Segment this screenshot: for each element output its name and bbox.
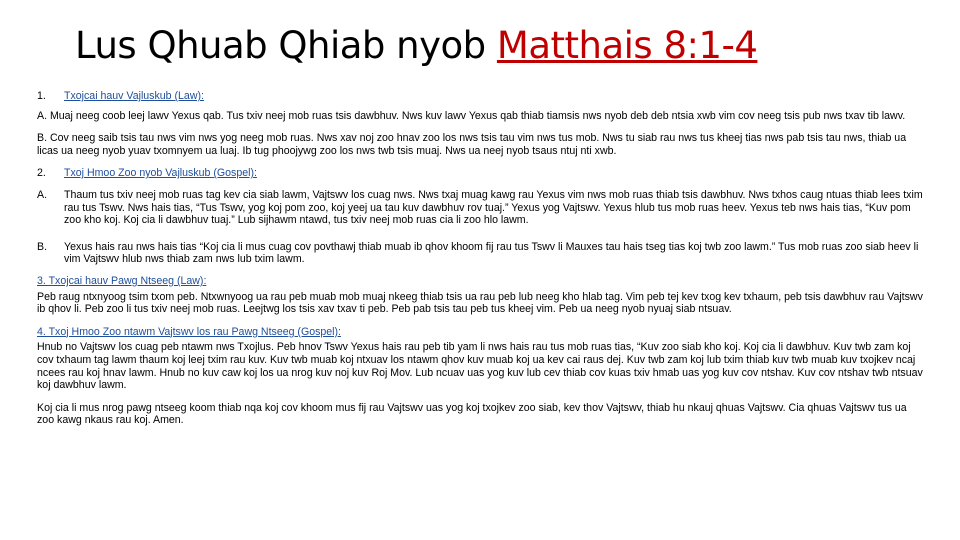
- section-2-heading: Txoj Hmoo Zoo nyob Vajluskub (Gospel):: [64, 167, 257, 180]
- title-scripture-reference: Matthais 8:1-4: [496, 24, 758, 67]
- title-prefix: Lus Qhuab Qhiab nyob: [75, 24, 486, 67]
- section-1-point-a: A. Muaj neeg coob leej lawv Yexus qab. Tus txiv neej mob ruas tsis dawbhuv. Nws kuv lawv Yexus qab thiab tiamsis nws nyob deb deb ntsia xwb vim cov neeg tsis pub nws txav tib lawv.: [37, 109, 906, 122]
- section-2-point-a: [37, 189, 923, 227]
- closing-paragraph: Koj cia li mus nrog pawg ntseeg koom thiab nqa koj cov khoom mus fij rau Vajtswv uas yog koj txojkev zoo siab, kev thov Vajtswv, thiab hu nkauj qhuas Vajtswv. Cia qhuas Vajtswv tus ua zoo kawg nkaus rau koj. Amen.: [37, 401, 907, 427]
- section-4-heading: 4. Txoj Hmoo Zoo ntawm Vajtswv los rau Pawg Ntseeg (Gospel):: [37, 325, 342, 338]
- section-1-point-b: B. Cov neeg saib tsis tau nws vim nws yog neeg mob ruas. Nws xav noj zoo hnav zoo los nws tsis tau vim nws tus mob. Nws tu siab rau nws tus kheej tias nws pab tsis tau nws, thiab ua licas ua neeg nyob yuav txomnyem ua luaj. Ib tug phoojywg zoo los nws twb tsis muaj. Nws ua neej nyob tsaus ntuj nti xwb.: [37, 132, 907, 157]
- section-4-text: Hnub no Vajtswv los cuag peb ntawm nws Txojlus. Peb hnov Tswv Yexus hais rau peb tib yam li nws hais rau tus mob ruas tias, “Kuv zoo siab kho koj. Koj cia li dawbhuv. Kuv twb zam koj cov txhaum tag lawm thaum koj leej txim rau kuv. Kuv twb muab koj ntxuav los ntawm qhov kuv muab koj ua kev cai raus dej. Kuv twb zam koj lub txim thiab kuv twb muab kuv txojkev ncaj ncees rau koj hnav lawm. Hnub no kuv caw koj los ua nrog kuv noj kuv Roj Mov. Lub ncuav uas yog kuv lub cev thiab cov kuas txiv hmab uas yog kuv cov ntshav. Kuv cov ntshav twb ntsuav koj dawbhuv lawm.: [37, 341, 923, 392]
- section-2-heading-row: [37, 167, 923, 180]
- section-1-heading: Txojcai hauv Vajluskub (Law):: [64, 90, 204, 102]
- section-2-point-a-text: Thaum tus txiv neej mob ruas tag kev cia siab lawm, Vajtswv los cuag nws. Nws txaj muag kawg rau Yexus vim nws mob ruas thiab tsis dawbhuv. Nws txhos caug ntuas thiab lees txim rau tus Tswv. Nws hais tias, “Tus Tswv, yog koj pom zoo, koj yeej ua tau kuv dawbhuv rov tuaj.” Yexus yog Vajtswv. Yexus hlub tus mob ruas heev. Yexus teb nws hais tias, “Kuv pom zoo kho koj. Koj cia li dawbhuv tuaj.” Lub sijhawm ntawd, tus txiv neej mob ruas cia li zoo hlo lawm.: [64, 188, 923, 227]
- section-2-number: 2.: [37, 167, 46, 180]
- slide-title: [75, 24, 757, 67]
- section-1-number: 1.: [37, 90, 46, 102]
- section-2-point-a-label: A.: [37, 188, 48, 201]
- section-3-heading: 3. Txojcai hauv Pawg Ntseeg (Law):: [37, 274, 207, 287]
- section-2-point-b-text: Yexus hais rau nws hais tias “Koj cia li mus cuag cov povthawj thiab muab ib qhov khoom fij rau tus Tswv li Mauxes tau hais tseg tias koj twb zoo lawm.” Tus mob ruas zoo siab heev li vim Vajtswv hlub nws thiab zam nws lub txim lawm.: [64, 240, 919, 266]
- slide-body: [37, 90, 923, 437]
- section-3-text: Peb raug ntxnyoog tsim txom peb. Ntxwnyoog ua rau peb muab mob muaj nkeeg thiab tsis ua rau peb lub neeg kho hlab tag. Vim peb tej kev txog kev txhaum, peb tsis dawbhuv rau Vajtswv ib qhov li. Peb zoo li tus txiv neej mob ruas. Leejtwg los tsis xav txav ti peb. Peb pab tsis tau peb tus kheej vim. Peb ua neeg nyob nyuaj siab ntsuav.: [37, 290, 923, 316]
- section-1-heading-row: [37, 90, 923, 103]
- section-2-point-b-label: B.: [37, 240, 48, 253]
- section-2-point-b: [37, 241, 923, 266]
